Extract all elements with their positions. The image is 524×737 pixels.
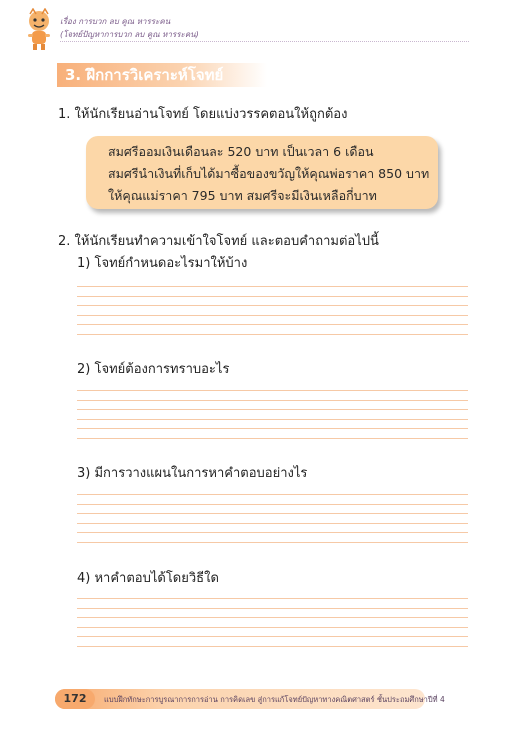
question-1: 1. ให้นักเรียนอ่านโจทย์ โดยแบ่งวรรคตอนให้ถูกต้อง — [58, 107, 348, 122]
word-problem-box — [86, 136, 438, 209]
footer-book-title: แบบฝึกทักษะการบูรณาการการอ่าน การคิดเลข สู่การแก้โจทย์ปัญหาทางคณิตศาสตร์ ชั้นประถมศึกษาปีที่ 4 — [104, 695, 445, 704]
header-topic: เรื่อง การบวก ลบ คูณ หารระคน — [60, 17, 171, 26]
page-number: 172 — [55, 689, 95, 709]
word-problem-line-2: สมศรีนำเงินที่เก็บได้มาซื้อของขวัญให้คุณพ่อราคา 850 บาท — [108, 166, 430, 181]
header-divider — [60, 41, 469, 42]
answer-lines-2[interactable] — [77, 390, 468, 448]
section-title: 3. ฝึกการวิเคราะห์โจทย์ — [57, 63, 267, 87]
sub-question-1: 1) โจทย์กำหนดอะไรมาให้บ้าง — [77, 256, 248, 271]
mascot-character-icon — [22, 8, 56, 52]
word-problem-line-3: ให้คุณแม่ราคา 795 บาท สมศรีจะมีเงินเหลือกี่บาท — [108, 188, 377, 203]
word-problem-line-1: สมศรีออมเงินเดือนละ 520 บาท เป็นเวลา 6 เดือน — [108, 144, 374, 159]
answer-lines-4[interactable] — [77, 598, 468, 656]
sub-question-2: 2) โจทย์ต้องการทราบอะไร — [77, 362, 230, 377]
header-subtopic: (โจทย์ปัญหาการบวก ลบ คูณ หารระคน) — [60, 30, 199, 39]
sub-question-3: 3) มีการวางแผนในการหาคำตอบอย่างไร — [77, 466, 308, 481]
answer-lines-1[interactable] — [77, 286, 468, 344]
question-2: 2. ให้นักเรียนทำความเข้าใจโจทย์ และตอบคำถามต่อไปนี้ — [58, 234, 379, 249]
answer-lines-3[interactable] — [77, 494, 468, 552]
sub-question-4: 4) หาคำตอบได้โดยวิธีใด — [77, 571, 219, 586]
